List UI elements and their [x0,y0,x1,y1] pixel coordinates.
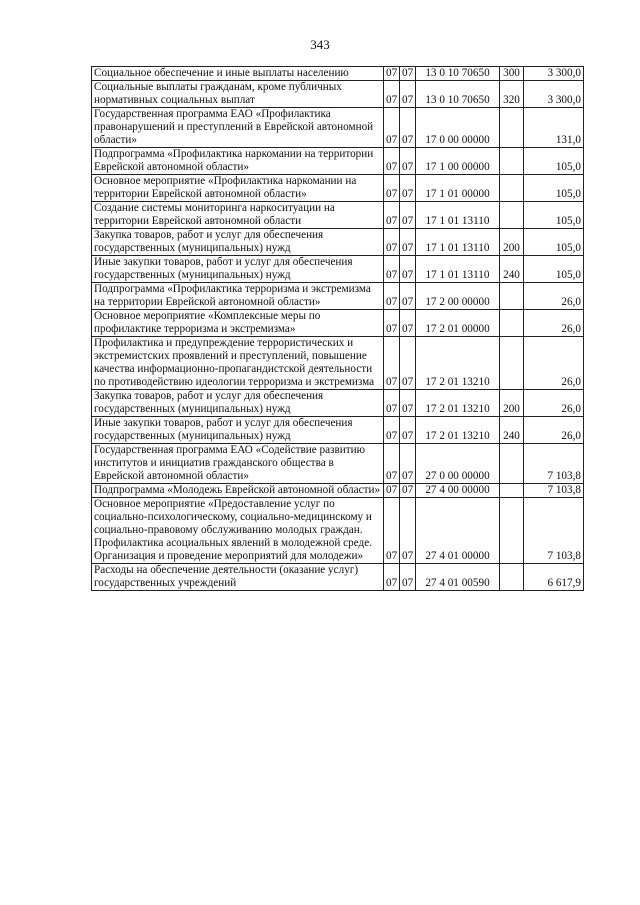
row-name: Иные закупки товаров, работ и услуг для обеспечения государственных (муниципальных) нужд [92,417,384,444]
row-name: Государственная программа ЕАО «Содействие развитию институтов и инициатив гражданского общества в Еврейской автономной области» [92,444,384,484]
row-section: 07 [384,81,400,108]
row-subsection: 07 [400,417,416,444]
row-section: 07 [384,444,400,484]
row-section: 07 [384,229,400,256]
table-row [92,67,584,81]
row-amount: 105,0 [524,175,584,202]
row-expense-type [500,498,524,564]
table-row [92,175,584,202]
row-expense-type [500,564,524,591]
row-target-article: 17 2 01 13210 [416,417,500,444]
row-target-article: 17 1 01 13110 [416,256,500,283]
row-section: 07 [384,175,400,202]
row-target-article: 27 0 00 00000 [416,444,500,484]
table-row [92,202,584,229]
row-target-article: 13 0 10 70650 [416,67,500,81]
row-name: Иные закупки товаров, работ и услуг для обеспечения государственных (муниципальных) нужд [92,256,384,283]
row-subsection: 07 [400,256,416,283]
row-section: 07 [384,417,400,444]
row-amount: 7 103,8 [524,484,584,498]
row-subsection: 07 [400,67,416,81]
row-name: Расходы на обеспечение деятельности (оказание услуг) государственных учреждений [92,564,384,591]
row-amount: 105,0 [524,148,584,175]
row-section: 07 [384,202,400,229]
row-expense-type [500,310,524,337]
table-row [92,148,584,175]
row-target-article: 27 4 00 00000 [416,484,500,498]
row-subsection: 07 [400,390,416,417]
row-name: Социальные выплаты гражданам, кроме публичных нормативных социальных выплат [92,81,384,108]
row-expense-type: 200 [500,390,524,417]
row-section: 07 [384,148,400,175]
row-subsection: 07 [400,202,416,229]
row-target-article: 17 1 01 00000 [416,175,500,202]
table-row [92,444,584,484]
row-subsection: 07 [400,444,416,484]
row-amount: 3 300,0 [524,81,584,108]
row-subsection: 07 [400,564,416,591]
row-subsection: 07 [400,148,416,175]
row-name: Государственная программа ЕАО «Профилактика правонарушений и преступлений в Еврейской автономной области» [92,108,384,148]
row-subsection: 07 [400,229,416,256]
row-amount: 3 300,0 [524,67,584,81]
row-target-article: 17 2 00 00000 [416,283,500,310]
row-name: Закупка товаров, работ и услуг для обеспечения государственных (муниципальных) нужд [92,390,384,417]
row-amount: 131,0 [524,108,584,148]
row-name: Основное мероприятие «Предоставление услуг по социально-психологическому, социально-медицинскому и социально-правовому обслуживанию молодых граждан. Профилактика асоциальных явлений в молодежной среде. Организация и проведение мероприятий для молодежи» [92,498,384,564]
row-subsection: 07 [400,108,416,148]
row-name: Социальное обеспечение и иные выплаты населению [92,67,384,81]
row-target-article: 17 2 01 13210 [416,390,500,417]
row-name: Подпрограмма «Профилактика терроризма и экстремизма на территории Еврейской автономной области» [92,283,384,310]
row-amount: 7 103,8 [524,444,584,484]
row-subsection: 07 [400,283,416,310]
row-expense-type [500,108,524,148]
row-name: Основное мероприятие «Комплексные меры по профилактике терроризма и экстремизма» [92,310,384,337]
row-section: 07 [384,283,400,310]
row-name: Создание системы мониторинга наркоситуации на территории Еврейской автономной области [92,202,384,229]
row-expense-type: 300 [500,67,524,81]
table-row [92,498,584,564]
row-amount: 105,0 [524,229,584,256]
row-section: 07 [384,498,400,564]
row-expense-type: 200 [500,229,524,256]
row-section: 07 [384,564,400,591]
row-expense-type [500,202,524,229]
table-row [92,484,584,498]
row-target-article: 17 2 01 13210 [416,337,500,390]
table-row [92,564,584,591]
table-row [92,390,584,417]
row-target-article: 17 1 00 00000 [416,148,500,175]
row-name: Профилактика и предупреждение террористических и экстремистских проявлений и преступлений, повышение качества информационно-пропагандистской деятельности по противодействию идеологии терроризма и экстремизма [92,337,384,390]
row-expense-type [500,148,524,175]
row-subsection: 07 [400,337,416,390]
row-target-article: 17 1 01 13110 [416,229,500,256]
row-target-article: 13 0 10 70650 [416,81,500,108]
table-row [92,81,584,108]
table-row [92,256,584,283]
row-amount: 105,0 [524,256,584,283]
row-section: 07 [384,67,400,81]
row-amount: 6 617,9 [524,564,584,591]
row-expense-type: 240 [500,256,524,283]
table-row [92,337,584,390]
row-name: Подпрограмма «Молодежь Еврейской автономной области» [92,484,384,498]
row-expense-type [500,175,524,202]
row-amount: 26,0 [524,390,584,417]
table-row [92,283,584,310]
row-section: 07 [384,484,400,498]
row-amount: 105,0 [524,202,584,229]
table-row [92,417,584,444]
row-target-article: 27 4 01 00000 [416,498,500,564]
row-section: 07 [384,337,400,390]
row-target-article: 17 0 00 00000 [416,108,500,148]
row-amount: 26,0 [524,337,584,390]
page-number: 343 [310,37,330,52]
row-subsection: 07 [400,310,416,337]
row-target-article: 17 2 01 00000 [416,310,500,337]
row-amount: 26,0 [524,417,584,444]
table-row [92,310,584,337]
row-target-article: 17 1 01 13110 [416,202,500,229]
row-name: Основное мероприятие «Профилактика наркомании на территории Еврейской автономной области» [92,175,384,202]
row-section: 07 [384,108,400,148]
row-amount: 7 103,8 [524,498,584,564]
row-expense-type: 320 [500,81,524,108]
row-expense-type: 240 [500,417,524,444]
row-amount: 26,0 [524,283,584,310]
row-expense-type [500,283,524,310]
row-target-article: 27 4 01 00590 [416,564,500,591]
row-subsection: 07 [400,175,416,202]
row-subsection: 07 [400,484,416,498]
table-row [92,229,584,256]
table-row [92,108,584,148]
row-section: 07 [384,256,400,283]
row-amount: 26,0 [524,310,584,337]
row-subsection: 07 [400,81,416,108]
budget-table [91,66,584,591]
row-name: Подпрограмма «Профилактика наркомании на территории Еврейской автономной области» [92,148,384,175]
row-subsection: 07 [400,498,416,564]
row-expense-type [500,444,524,484]
row-section: 07 [384,390,400,417]
row-expense-type [500,484,524,498]
row-section: 07 [384,310,400,337]
row-expense-type [500,337,524,390]
row-name: Закупка товаров, работ и услуг для обеспечения государственных (муниципальных) нужд [92,229,384,256]
